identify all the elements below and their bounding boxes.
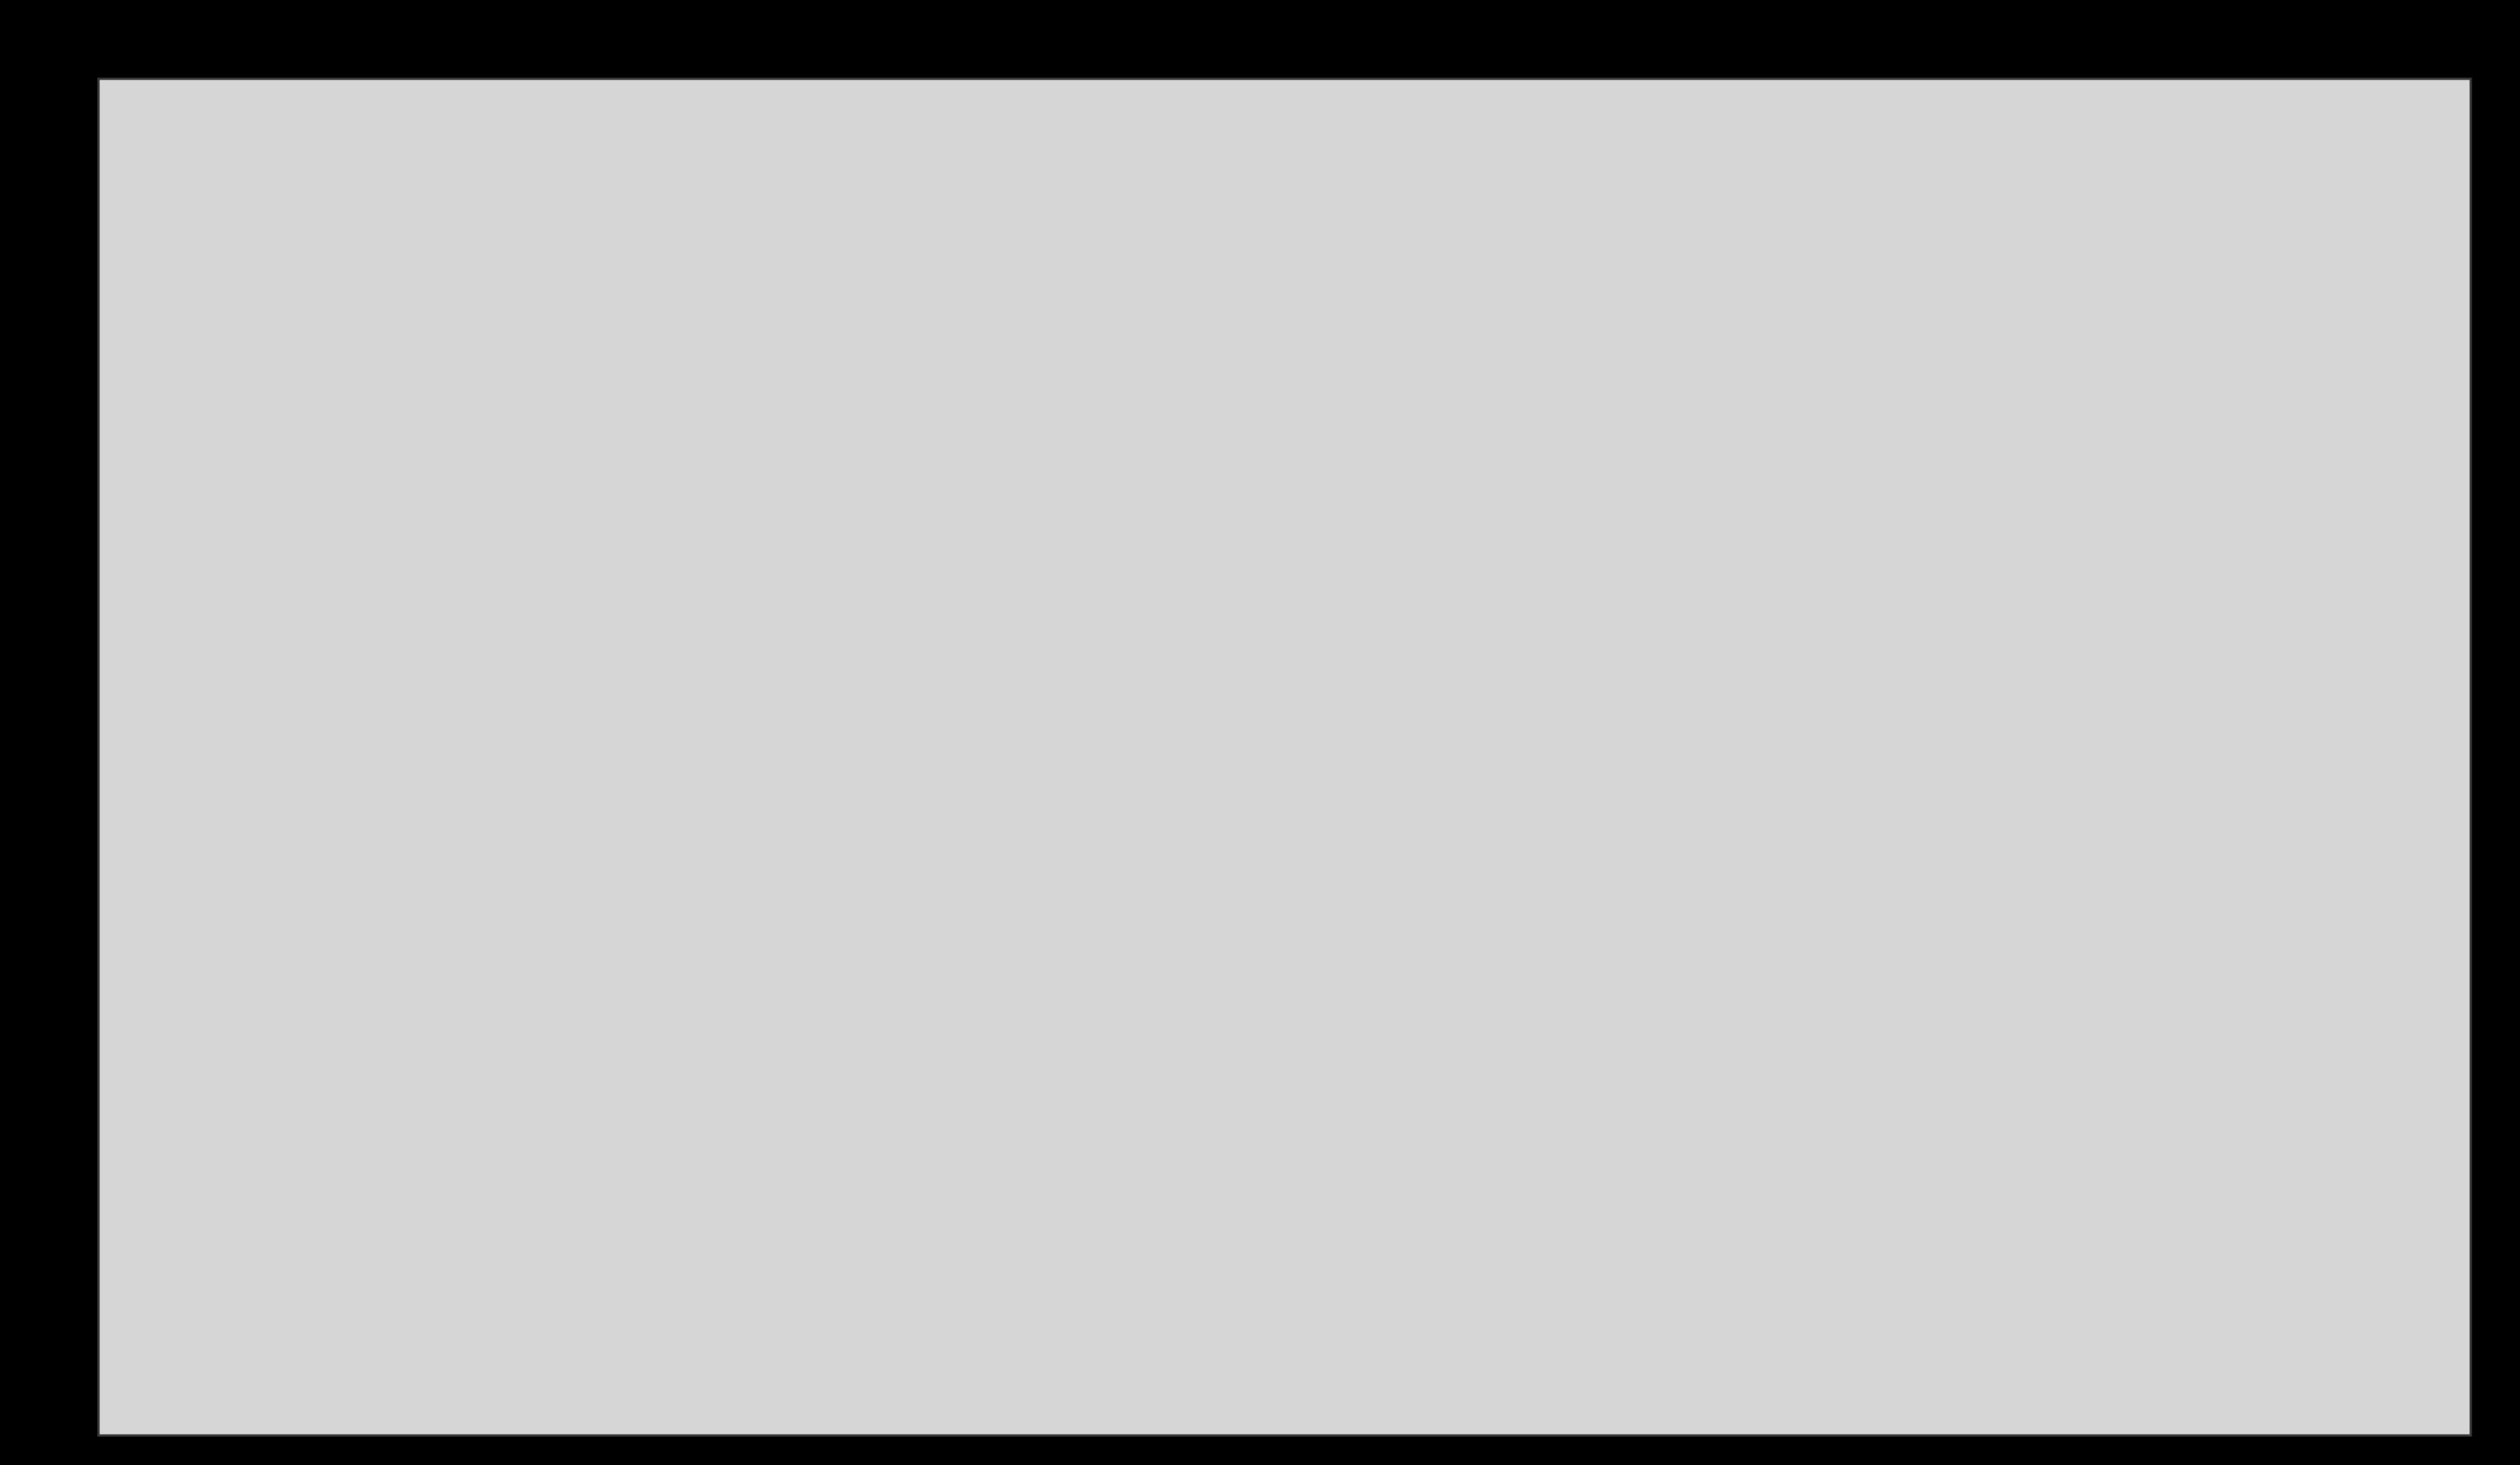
card-background xyxy=(99,79,2471,1435)
